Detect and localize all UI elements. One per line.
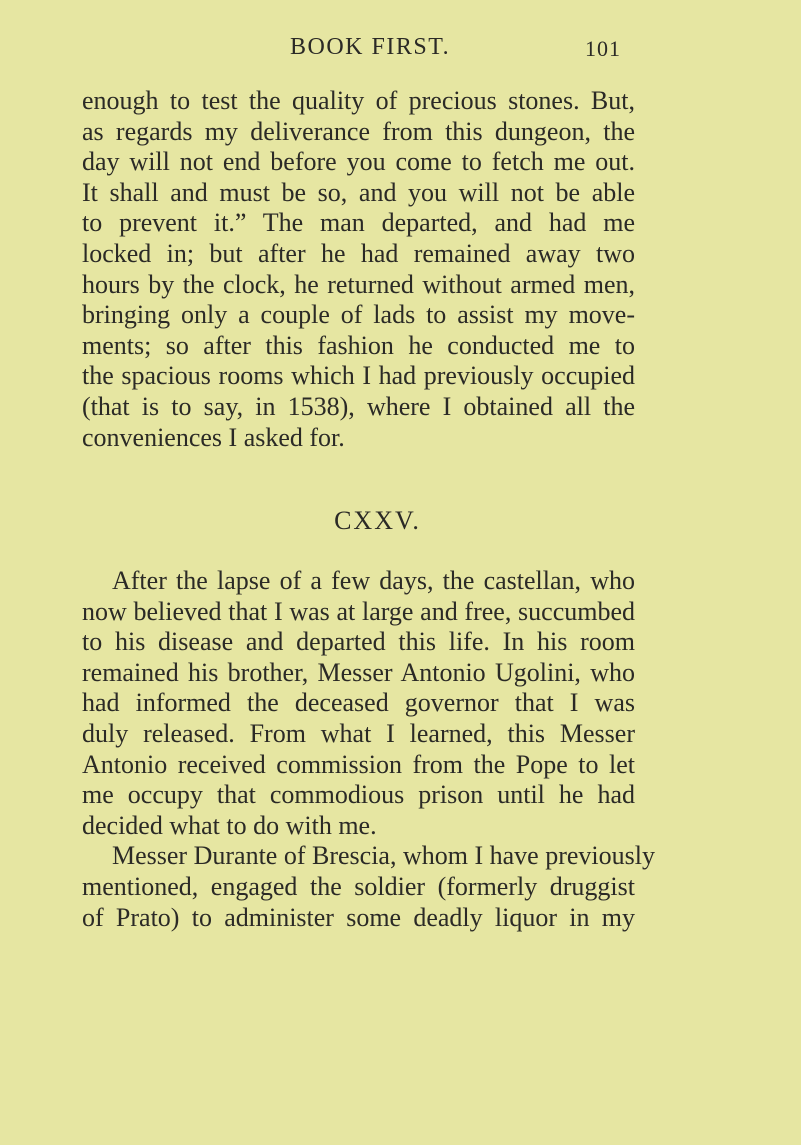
text-line: Messer Durante of Brescia, whom I have previously bbox=[112, 841, 655, 871]
text-line: mentioned, engaged the soldier (formerly druggist bbox=[82, 871, 635, 901]
chapter-body bbox=[82, 566, 655, 933]
text-line: (that is to say, in 1538), where I obtained all the bbox=[82, 391, 635, 421]
text-line: After the lapse of a few days, the castellan, who bbox=[112, 566, 635, 595]
text-line: the spacious rooms which I had previously occupied bbox=[82, 361, 635, 391]
text-line: as regards my deliverance from this dungeon, the bbox=[82, 116, 635, 146]
page-number: 101 bbox=[585, 36, 621, 61]
chapter-number: CXXV. bbox=[334, 506, 421, 535]
text-line: duly released. From what I learned, this Messer bbox=[82, 718, 635, 748]
text-line: hours by the clock, he returned without armed men, bbox=[82, 269, 635, 299]
running-title: BOOK FIRST. bbox=[290, 34, 451, 60]
text-line: ments; so after this fashion he conducted me to bbox=[82, 330, 635, 360]
text-line: of Prato) to administer some deadly liquor in my bbox=[82, 902, 635, 932]
text-line: remained his brother, Messer Antonio Ugolini, who bbox=[82, 657, 635, 687]
text-line: decided what to do with me. bbox=[82, 810, 377, 840]
text-line: Antonio received commission from the Pope to let bbox=[82, 749, 635, 779]
text-line: conveniences I asked for. bbox=[82, 422, 345, 452]
chapter-heading bbox=[0, 506, 801, 536]
text-line: It shall and must be so, and you will not be able bbox=[82, 177, 635, 207]
text-line: had informed the deceased governor that I was bbox=[82, 688, 635, 718]
text-line: enough to test the quality of precious stones. But, bbox=[82, 86, 635, 115]
text-line: to his disease and departed this life. In his room bbox=[82, 627, 635, 657]
text-line: bringing only a couple of lads to assist my move- bbox=[82, 300, 635, 330]
text-line: day will not end before you come to fetch me out. bbox=[82, 147, 635, 177]
text-line: to prevent it.” The man departed, and had me bbox=[82, 208, 635, 238]
text-line: locked in; but after he had remained away two bbox=[82, 238, 635, 268]
paragraph-continuation bbox=[82, 86, 635, 453]
text-line: me occupy that commodious prison until he had bbox=[82, 780, 635, 810]
text-line: now believed that I was at large and free, succumbed bbox=[82, 596, 635, 626]
running-head bbox=[0, 34, 801, 70]
